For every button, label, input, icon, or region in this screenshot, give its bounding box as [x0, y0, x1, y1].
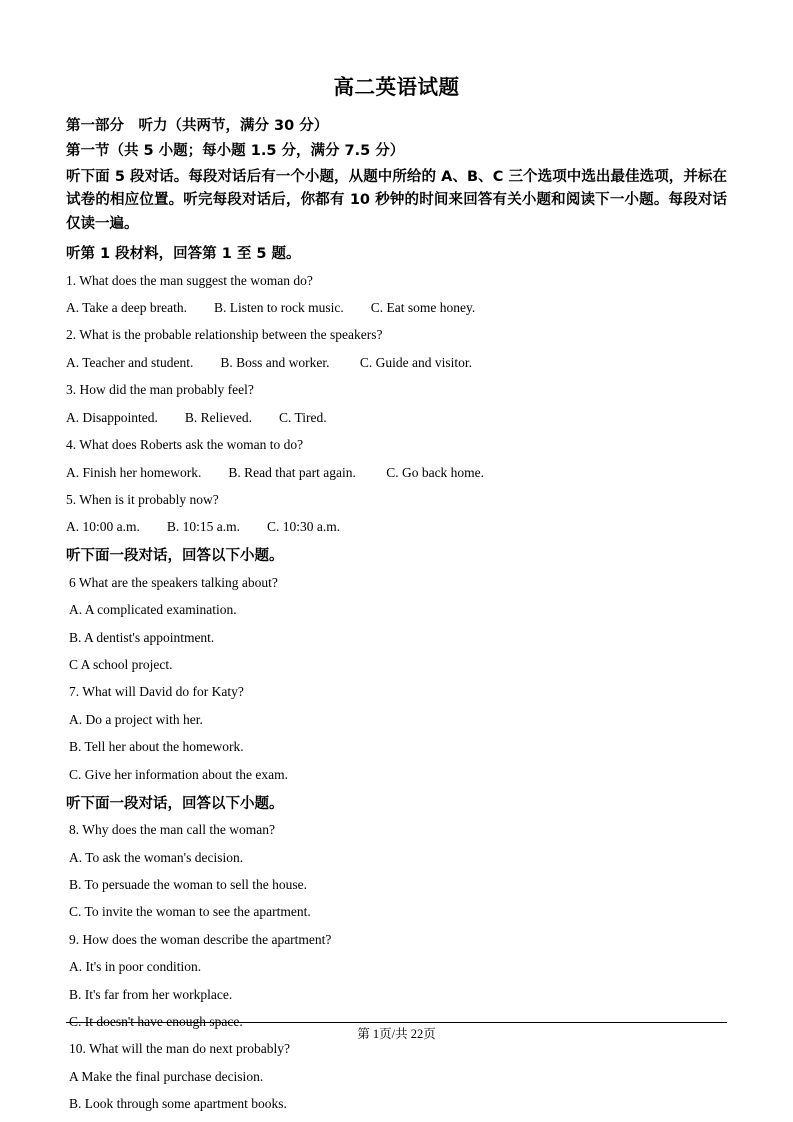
question-9: 9. How does the woman describe the apartment?	[69, 931, 332, 947]
question-3-options: A. Disappointed. B. Relieved. C. Tired.	[66, 409, 327, 425]
question-2: 2. What is the probable relationship between the speakers?	[66, 327, 383, 343]
question-10: 10. What will the man do next probably?	[69, 1041, 290, 1057]
question-10-option-b: B. Look through some apartment books.	[69, 1096, 287, 1112]
question-9-option-b: B. It's far from her workplace.	[69, 986, 233, 1002]
question-8: 8. Why does the man call the woman?	[69, 822, 275, 838]
footer-divider	[66, 1022, 727, 1023]
question-6-option-b: B. A dentist's appointment.	[69, 629, 215, 645]
question-2-options: A. Teacher and student. B. Boss and worker. C. Guide and visitor.	[66, 354, 473, 370]
question-7-option-c: C. Give her information about the exam.	[69, 766, 288, 782]
question-7: 7. What will David do for Katy?	[69, 684, 244, 700]
page-footer: 第 1页/共 22页	[357, 1027, 436, 1041]
question-5: 5. When is it probably now?	[66, 491, 219, 507]
part-one-heading: 第一部分 听力（共两节，满分 30 分）	[66, 117, 329, 134]
section-one-heading: 第一节（共 5 小题；每小题 1.5 分，满分 7.5 分）	[66, 143, 405, 160]
question-1: 1. What does the man suggest the woman do?	[66, 272, 313, 288]
question-9-option-a: A. It's in poor condition.	[69, 959, 202, 975]
question-10-option-a: A Make the final purchase decision.	[69, 1068, 264, 1084]
question-8-option-b: B. To persuade the woman to sell the house.	[69, 876, 308, 892]
question-3: 3. How did the man probably feel?	[66, 382, 254, 398]
question-9-option-c: C. It doesn't have enough space.	[69, 1014, 243, 1030]
question-4-options: A. Finish her homework. B. Read that part again. C. Go back home.	[66, 464, 485, 480]
question-5-options: A. 10:00 a.m. B. 10:15 a.m. C. 10:30 a.m.	[66, 519, 341, 535]
question-8-option-c: C. To invite the woman to see the apartment.	[69, 904, 311, 920]
question-7-option-b: B. Tell her about the homework.	[69, 739, 244, 755]
listening-instructions: 听下面 5 段对话。每段对话后有一个小题，从题中所给的 A、B、C 三个选项中选出最佳选项，并标在试卷的相应位置。听完每段对话后，你都有 10 秒钟的时间来回答有关小题和阅读下一小题。每段对话仅读一遍。	[66, 168, 727, 232]
question-7-option-a: A. Do a project with her.	[69, 711, 203, 727]
question-6-option-c: C A school project.	[69, 657, 173, 673]
question-4: 4. What does Roberts ask the woman to do?	[66, 437, 304, 453]
material-heading-2: 听下面一段对话，回答以下小题。	[66, 548, 284, 565]
material-heading-1: 听第 1 段材料，回答第 1 至 5 题。	[66, 246, 301, 263]
question-6-option-a: A. A complicated examination.	[69, 602, 237, 618]
question-1-options: A. Take a deep breath. B. Listen to rock music. C. Eat some honey.	[66, 299, 476, 315]
material-heading-3: 听下面一段对话，回答以下小题。	[66, 795, 284, 812]
question-8-option-a: A. To ask the woman's decision.	[69, 849, 244, 865]
question-6: 6 What are the speakers talking about?	[69, 574, 278, 590]
page-title: 高二英语试题	[333, 75, 460, 99]
